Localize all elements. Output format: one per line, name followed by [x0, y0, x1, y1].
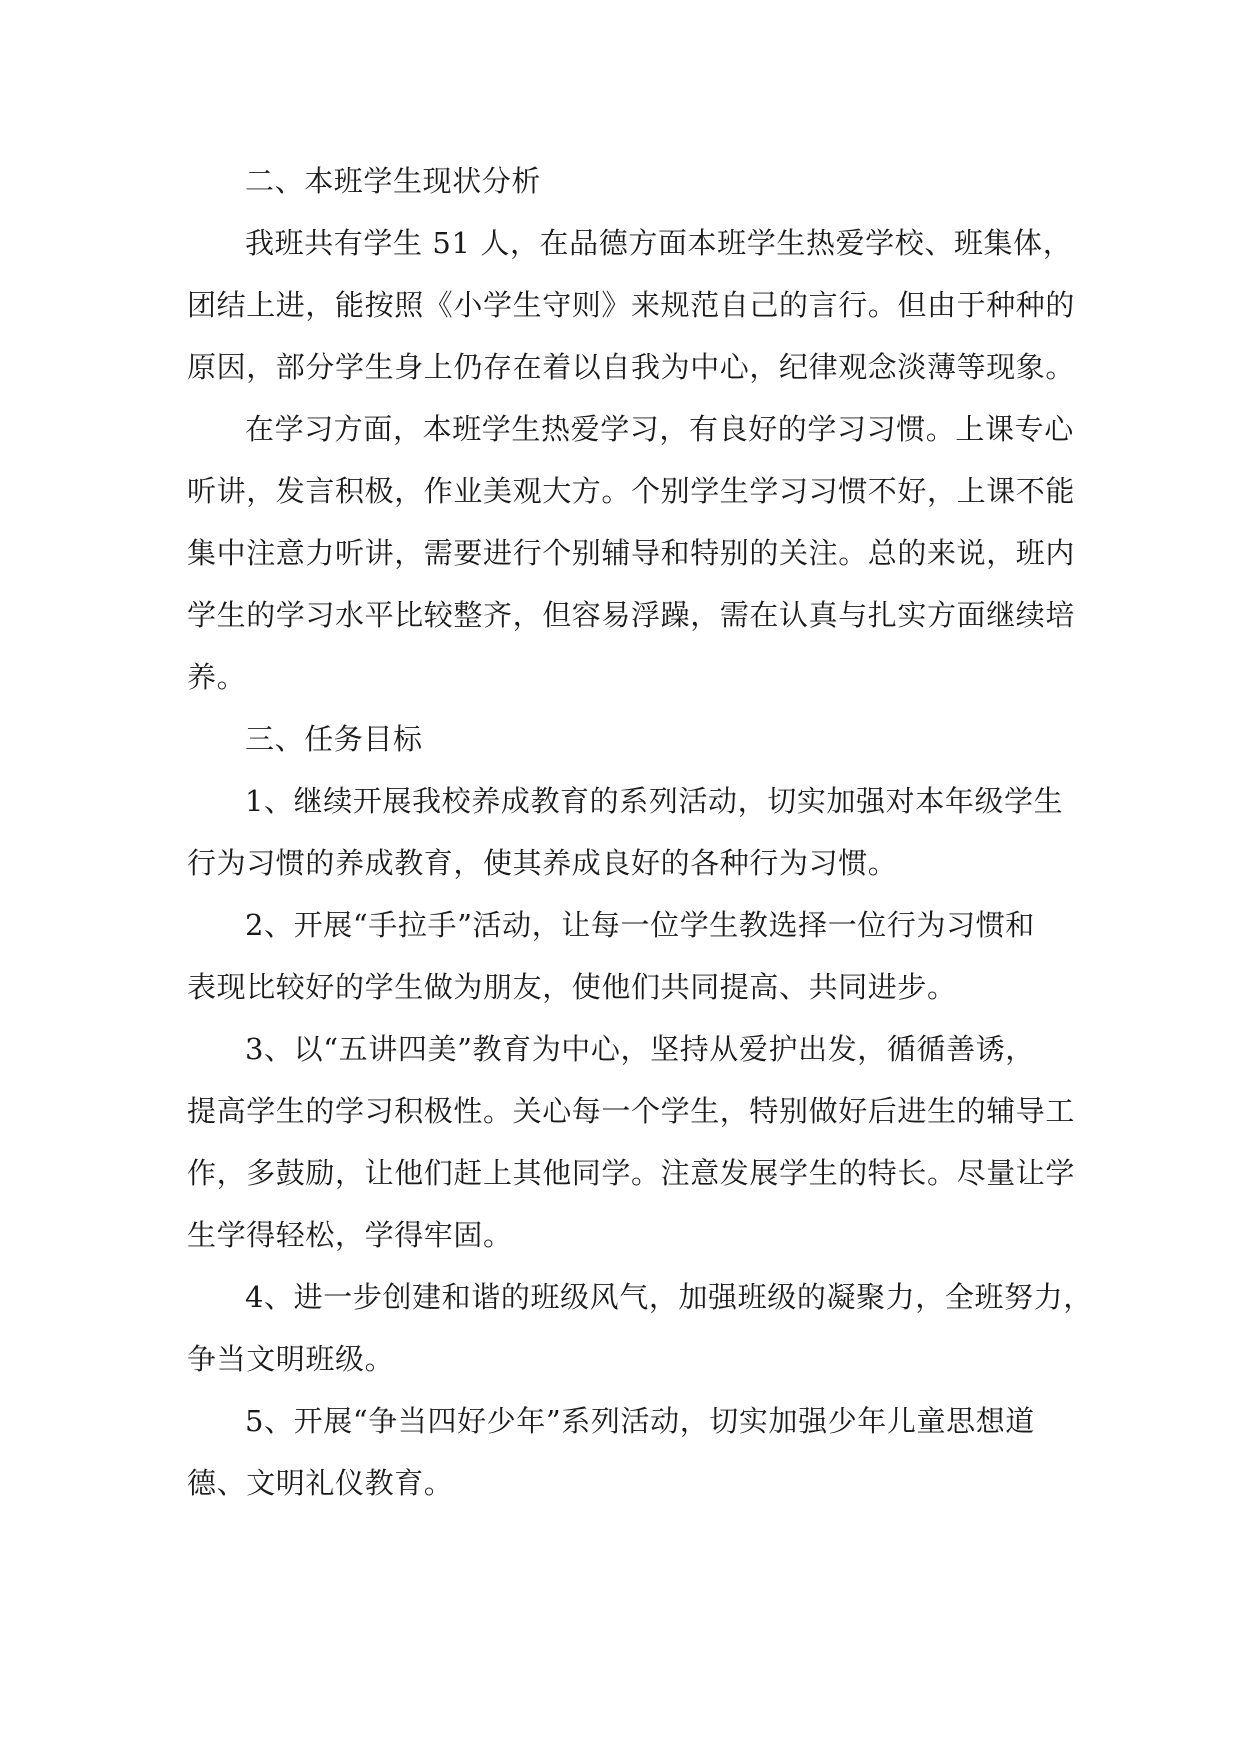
paragraph-line: 团结上进，能按照《小学生守则》来规范自己的言行。但由于种种的	[187, 288, 1076, 322]
paragraph-line: 德、文明礼仪教育。	[187, 1466, 454, 1500]
paragraph-line: 4、进一步创建和谐的班级风气，加强班级的凝聚力，全班努力，	[245, 1280, 1093, 1314]
paragraph-line: 5、开展“争当四好少年”系列活动，切实加强少年儿童思想道	[245, 1404, 1035, 1438]
goal-item-3	[187, 1018, 1076, 1266]
paragraph-line: 原因，部分学生身上仍存在着以自我为中心，纪律观念淡薄等现象。	[187, 350, 1076, 384]
paragraph-study-status	[187, 398, 1076, 708]
goal-item-2	[187, 894, 1057, 1018]
goal-item-5	[187, 1390, 1057, 1514]
paragraph-line: 生学得轻松，学得牢固。	[187, 1218, 513, 1252]
paragraph-line: 1、继续开展我校养成教育的系列活动，切实加强对本年级学生	[245, 784, 1064, 818]
goal-item-1	[187, 770, 1064, 894]
paragraph-line: 表现比较好的学生做为朋友，使他们共同提高、共同进步。	[187, 970, 957, 1004]
paragraph-line: 集中注意力听讲，需要进行个别辅导和特别的关注。总的来说，班内	[187, 536, 1076, 570]
paragraph-line: 养。	[187, 660, 247, 694]
section-heading-3: 三、任务目标	[245, 722, 423, 756]
goal-item-4	[187, 1266, 1093, 1390]
paragraph-line: 学生的学习水平比较整齐，但容易浮躁，需在认真与扎实方面继续培	[187, 598, 1076, 632]
paragraph-line: 3、以“五讲四美”教育为中心，坚持从爱护出发，循循善诱，	[245, 1032, 1035, 1066]
paragraph-line: 我班共有学生 51 人，在品德方面本班学生热爱学校、班集体，	[245, 226, 1073, 260]
paragraph-class-status	[187, 212, 1076, 398]
paragraph-line: 行为习惯的养成教育，使其养成良好的各种行为习惯。	[187, 846, 898, 880]
document-body	[187, 150, 1093, 1514]
paragraph-line: 听讲，发言积极，作业美观大方。个别学生学习习惯不好，上课不能	[187, 474, 1076, 508]
paragraph-line: 作，多鼓励，让他们赶上其他同学。注意发展学生的特长。尽量让学	[187, 1156, 1076, 1190]
paragraph-line: 提高学生的学习积极性。关心每一个学生，特别做好后进生的辅导工	[187, 1094, 1076, 1128]
paragraph-line: 争当文明班级。	[187, 1342, 395, 1376]
paragraph-line: 在学习方面，本班学生热爱学习，有良好的学习习惯。上课专心	[245, 412, 1074, 446]
paragraph-line: 2、开展“手拉手”活动，让每一位学生教选择一位行为习惯和	[245, 908, 1035, 942]
section-heading-2: 二、本班学生现状分析	[245, 164, 542, 198]
